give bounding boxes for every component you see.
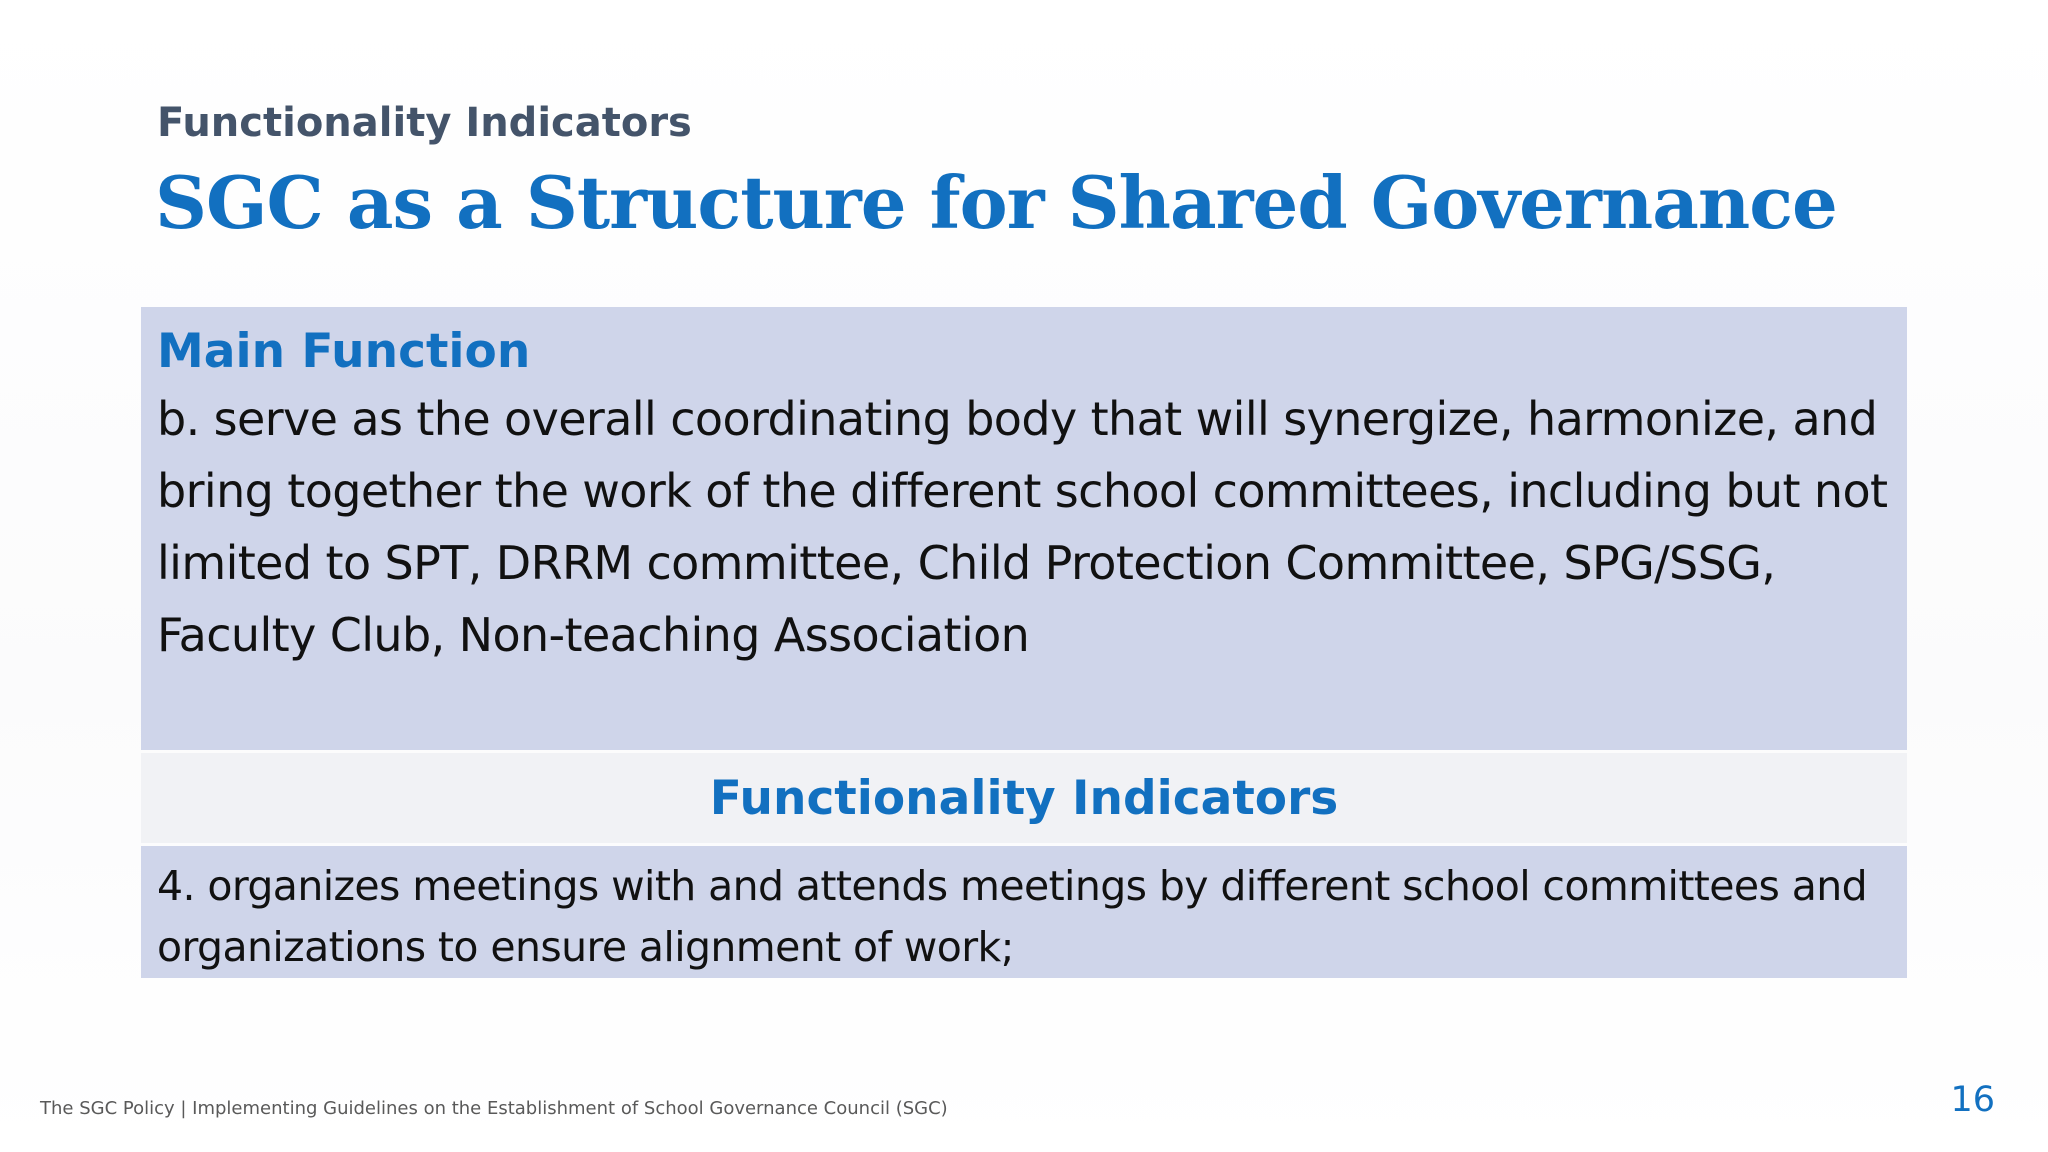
indicators-heading: Functionality Indicators <box>709 770 1339 826</box>
main-function-heading: Main Function <box>157 324 531 379</box>
main-function-text: b. serve as the overall coordinating body that will synergize, harmonize, and bring together the work of the different school committees, including but not limited to SPT, DRRM committee, Child Protection Committee, SPG/SSG, Faculty Club, Non-teaching Association <box>157 392 1888 662</box>
footer-text: The SGC Policy | Implementing Guidelines on the Establishment of School Governance Council (SGC) <box>40 1098 948 1119</box>
indicators-header-row <box>141 753 1907 843</box>
slide-title: SGC as a Structure for Shared Governance <box>155 160 1837 245</box>
function-table <box>141 307 1907 978</box>
indicator-text: 4. organizes meetings with and attends meetings by different school committees and organizations to ensure alignment of work; <box>157 862 1868 971</box>
slide-subtitle: Functionality Indicators <box>157 100 692 146</box>
page-number: 16 <box>1950 1080 1995 1120</box>
indicator-row <box>141 846 1907 978</box>
main-function-row <box>141 307 1907 750</box>
